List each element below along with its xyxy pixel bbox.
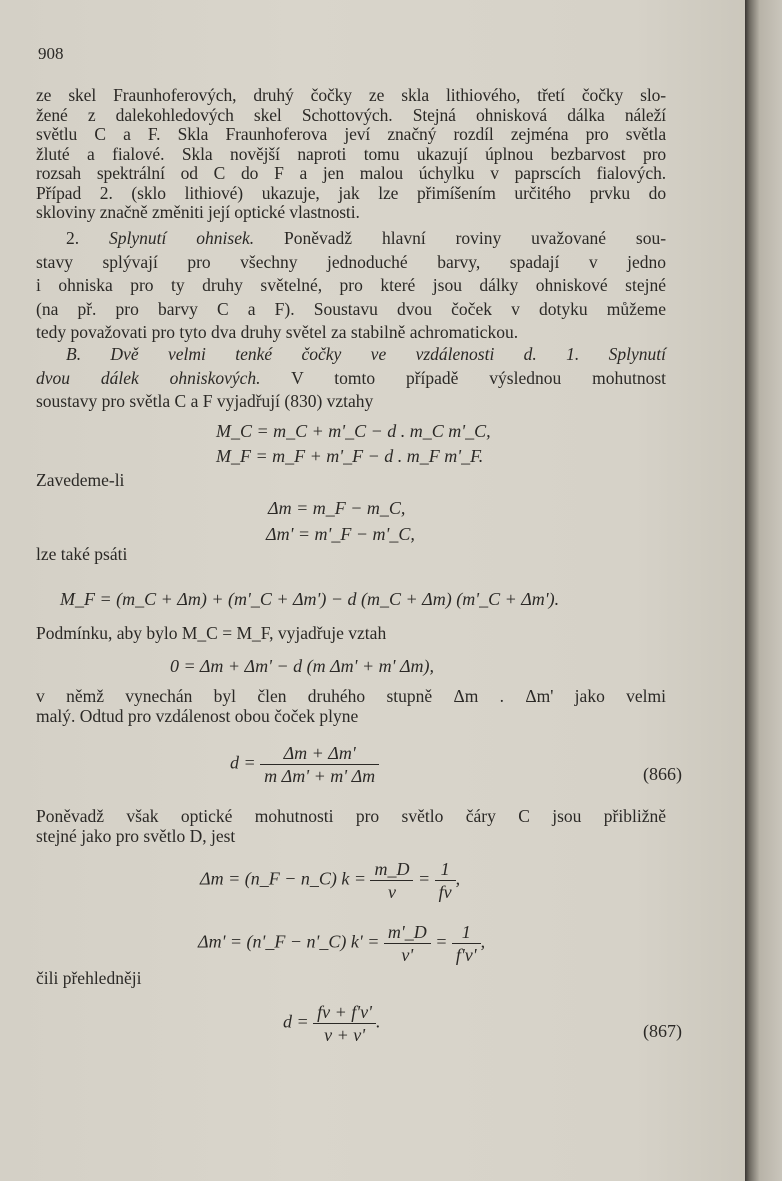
- numerator: m'_D: [384, 921, 431, 944]
- numerator: fν + f'ν': [313, 1001, 376, 1024]
- text-line: malý. Odtud pro vzdálenost obou čoček plyne: [36, 706, 359, 726]
- section-b-heading: [36, 343, 666, 367]
- equation-867-lhs: d =: [283, 1011, 309, 1032]
- denominator: m Δm' + m' Δm: [264, 766, 376, 786]
- podminku-paragraph: [36, 623, 666, 643]
- equation-lhs: Δm' = (n'_F − n'_C) k' =: [198, 931, 380, 952]
- fraction: [313, 1001, 376, 1046]
- text-line: tedy považovati pro tyto dva druhy světel za stabilně achromatickou.: [36, 322, 519, 342]
- text-line: stejné jako pro světlo D, jest: [36, 826, 236, 846]
- equation-867: d = $\frac{f\nu + f'\nu'}{\nu + \nu'}$ .: [283, 1002, 381, 1045]
- equation-zero: 0 = Δm + Δm' − d (m Δm' + m' Δm),: [170, 656, 435, 676]
- equation-lhs: Δm = (n_F − n_C) k =: [200, 868, 366, 889]
- text-line: i ohniska pro ty druhy světelné, pro které jsou dálky ohniskové stejné: [36, 275, 666, 295]
- vnemz-paragraph: [36, 686, 666, 726]
- denominator: f'ν': [455, 945, 477, 965]
- equation-delta-m-prime: Δm' = m'_F − m'_C,: [266, 524, 415, 544]
- section-b-heading-text: B. Dvě velmi tenké čočky ve vzdálenosti d. 1. Splynutí: [66, 344, 666, 364]
- text-line: stavy splývají pro všechny jednoduché barvy, spadají v jedno: [36, 251, 666, 272]
- denominator: ν: [387, 882, 396, 902]
- denominator: ν + ν': [324, 1025, 366, 1045]
- text-line: Poněvadž však optické mohutnosti pro světlo čáry C jsou přibližně: [36, 806, 666, 826]
- text-line: (na př. pro barvy C a F). Soustavu dvou čoček v dotyku můžeme: [36, 298, 666, 319]
- ponevadz-paragraph: [36, 806, 666, 846]
- text-line: soustavy pro světla C a F vyjadřují (830) vztahy: [36, 391, 374, 411]
- numerator: m_D: [370, 858, 413, 881]
- section-b-paragraph: [36, 343, 666, 414]
- equation-866-tag: (866): [643, 764, 682, 784]
- fraction: [452, 921, 481, 966]
- text-line: Případ 2. (sklo lithiové) ukazuje, jak lze přimíšením určitého prvku do: [36, 182, 666, 203]
- fraction: [435, 858, 456, 903]
- section-b-text: V tomto případě výslednou mohutnost: [291, 367, 667, 388]
- numerator: Δm + Δm': [260, 742, 379, 765]
- text-line: žluté a fialové. Skla novější naproti tomu ukazují úplnou bezbarvost pro: [36, 143, 666, 164]
- text-line: [36, 367, 666, 391]
- equation-866-lhs: d =: [230, 752, 256, 773]
- equation-867-tag: (867): [643, 1021, 682, 1041]
- equation-866: [230, 742, 379, 787]
- equation-delta-m-nu: Δm = (n_F − n_C) k = $\frac{m\_D}{\nu}$ = $\frac{1}{f\nu}$ ,: [200, 859, 461, 902]
- text-zavedeme: Zavedeme-li: [36, 470, 125, 490]
- equation-MC: M_C = m_C + m'_C − d . m_C m'_C,: [216, 421, 491, 441]
- section-2-number: 2.: [66, 228, 80, 248]
- equals-sign: =: [417, 868, 431, 889]
- numerator: 1: [452, 921, 481, 944]
- text-line: žené z dalekohledových skel Schottových. Stejná ohnisková dálka náleží: [36, 104, 666, 125]
- text-line: světlu C a F. Skla Fraunhoferova jeví značný rozdíl zejména pro světla: [36, 124, 666, 144]
- text-line: ze skel Fraunhoferových, druhý čočky ze skla lithiového, třetí čočky slo-: [36, 85, 666, 105]
- book-binding: [745, 0, 782, 1181]
- text-cili: čili přehledněji: [36, 968, 142, 988]
- section-2-text: Poněvadž hlavní roviny uvažované sou-: [284, 228, 667, 248]
- equation-delta-m-prime-nu: Δm' = (n'_F − n'_C) k' = $\frac{m'\_D}{\nu'}$ = $\frac{1}{f'\nu'}$ ,: [198, 922, 486, 965]
- page-number: 908: [38, 44, 64, 63]
- fraction: [384, 921, 431, 966]
- equation-MF: M_F = m_F + m'_F − d . m_F m'_F.: [216, 446, 484, 466]
- intro-paragraph: [36, 86, 666, 223]
- text-line: rozsah spektrální od C do F a jen malou úchylku v paprscích fialových.: [36, 163, 666, 183]
- section-2-title: Splynutí ohnisek.: [109, 228, 255, 248]
- fraction: [260, 742, 379, 787]
- numerator: 1: [435, 858, 456, 881]
- text-line: v němž vynechán byl člen druhého stupně Δm . Δm' jako velmi: [36, 686, 666, 706]
- equation-delta-m: Δm = m_F − m_C,: [268, 498, 406, 518]
- text-line: skloviny značně změniti její optické vlastnosti.: [36, 202, 360, 222]
- section-2-paragraph: [36, 227, 666, 345]
- fraction: [370, 858, 413, 903]
- text-line: [36, 227, 666, 251]
- equation-MF-expanded: M_F = (m_C + Δm) + (m'_C + Δm') − d (m_C + Δm) (m'_C + Δm').: [60, 589, 560, 609]
- text-line: Podmínku, aby bylo M_C = M_F, vyjadřuje vztah: [36, 623, 387, 643]
- text-lze: lze také psáti: [36, 544, 128, 564]
- denominator: ν': [401, 945, 414, 965]
- denominator: fν: [438, 882, 452, 902]
- section-b-heading-continued: dvou dálek ohniskových.: [36, 367, 261, 388]
- equals-sign: =: [435, 931, 448, 952]
